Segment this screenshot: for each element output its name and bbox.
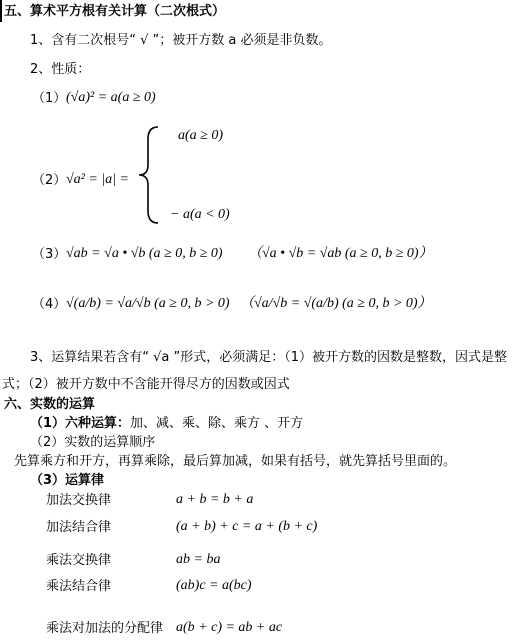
section6-heading: 六、实数的运算: [4, 397, 96, 412]
law-formula: (ab)c = a(bc): [176, 578, 252, 593]
law-name: 乘法结合律: [46, 579, 112, 594]
property2-formula: √a² = |a| =: [66, 172, 129, 187]
subsection2: （2）实数的运算顺序: [30, 435, 156, 450]
law-name: 乘法交换律: [46, 553, 112, 568]
item1-text: 1、含有二次根号“ √ ”；被开方数 a 必须是非负数。: [30, 33, 332, 48]
subsection1-label: （1）六种运算：: [30, 416, 131, 431]
property4-formula: √(a/b) = √a/√b (a ≥ 0, b > 0): [66, 296, 230, 311]
property1-formula: (√a)² = a(a ≥ 0): [66, 90, 156, 105]
item2-text: 2、性质：: [30, 62, 91, 77]
property3-formula-reverse: （√a • √b = √ab (a ≥ 0, b ≥ 0)）: [248, 246, 433, 261]
subsection1-text: 加、减、乘、除、乘方 、开方: [130, 416, 304, 431]
property2-case-negative: − a(a < 0): [170, 207, 230, 222]
law-name: 加法结合律: [46, 520, 112, 535]
law-formula: (a + b) + c = a + (b + c): [176, 519, 318, 534]
law-name: 加法交换律: [46, 493, 112, 508]
property4-number: （4）: [32, 297, 67, 312]
law-name: 乘法对加法的分配律: [46, 621, 164, 636]
property4-formula-reverse: （√a/√b = √(a/b) (a ≥ 0, b > 0)）: [240, 296, 432, 311]
item3-line2: 式；（2）被开方数中不含能开得尽方的因数或因式: [2, 377, 290, 392]
subsection1: [30, 415, 303, 433]
property3-formula: √ab = √a • √b (a ≥ 0, b ≥ 0): [66, 246, 223, 261]
law-formula: ab = ba: [176, 552, 221, 567]
item3-line1: 3、运算结果若含有“ √a ”形式，必须满足：（1）被开方数的因数是整数，因式是整: [30, 350, 508, 365]
left-frame-edge: [0, 0, 2, 22]
law-formula: a + b = b + a: [176, 492, 254, 507]
section5-heading: 五、算术平方根有关计算（二次根式）: [4, 4, 226, 19]
property1-number: （1）: [32, 91, 67, 106]
property2-number: （2）: [32, 173, 67, 188]
cases-brace-icon: [136, 125, 162, 225]
operation-order-text: 先算乘方和开方，再算乘除，最后算加减，如果有括号，就先算括号里面的。: [14, 454, 457, 469]
property3-number: （3）: [32, 247, 67, 262]
subsection3: （3）运算律: [30, 473, 105, 488]
property2-case-nonnegative: a(a ≥ 0): [178, 128, 224, 143]
law-formula: a(b + c) = ab + ac: [176, 620, 283, 635]
